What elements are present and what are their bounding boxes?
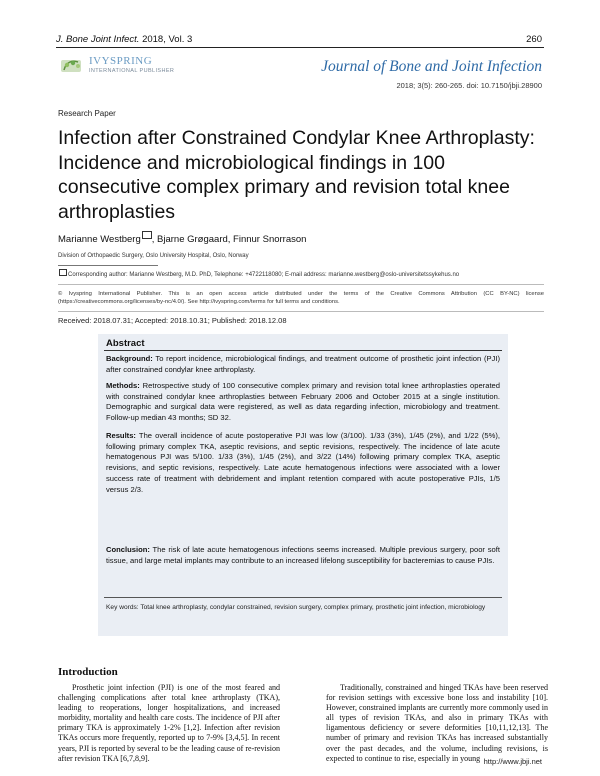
- article-title: Infection after Constrained Condylar Knee Arthroplasty: Incidence and microbiological findings in 100 consecutive complex primary and revision total knee arthroplasties: [58, 127, 535, 223]
- conclusion-label: Conclusion:: [106, 545, 150, 554]
- first-author: Marianne Westberg: [58, 234, 141, 245]
- intro-left-column: Prosthetic joint infection (PJI) is one of the most feared and challenging complications after total knee arthroplasty (TKA), leading to reoperations, longer hospitalizations, and increased morbidity, mortality and health care costs. The incidence of PJI after primary TKA is approximately 1-2% [1,2]. Infection after revision TKAs occurs more frequently, reported up to 7-9% [3,4,5]. In recent years, PJI is reported by several to be the leading cause of re-revision after revision TKA [6,7,8,9].: [58, 683, 280, 763]
- background-label: Background:: [106, 354, 153, 363]
- footer-url[interactable]: http://www.jbji.net: [483, 757, 542, 766]
- page-number: 260: [526, 34, 542, 45]
- journal-title: Journal of Bone and Joint Infection: [321, 58, 542, 75]
- ivy-leaf-icon: [60, 56, 86, 76]
- envelope-icon: [59, 269, 67, 276]
- methods-text: Retrospective study of 100 consecutive complex primary and revision total knee arthroplasties operated with constrained condylar knee arthroplasties between February 2006 and October 2015 at a single institution. Demographic and surgical data were registered, as well as data regarding infection, microbiology and treatment. Follow-up median 43 months; SD 32.: [106, 381, 500, 423]
- license-rule: [58, 311, 544, 312]
- abstract-heading: Abstract: [106, 338, 145, 349]
- keywords-rule: [104, 597, 502, 598]
- results-label: Results:: [106, 431, 136, 440]
- year-volume: 2018, Vol. 3: [139, 34, 193, 45]
- intro-right-column: Traditionally, constrained and hinged TKAs have been reserved for revision settings with excessive bone loss and instability [10]. However, constrained implants are currently more commonly used in all types of revision TKAs, and also in primary TKAs with ligamentous deficiency or severe deformities [10,11,12,13]. The number of primary and revision TKAs has increased substantially over the past decades, and the volume, including revisions, is expected to continue to rise, especially in young: [326, 683, 548, 763]
- abstract-background: [106, 354, 500, 375]
- abstract-conclusion: [106, 545, 500, 566]
- background-text: To report incidence, microbiological findings, and treatment outcome of prosthetic joint infection (PJI) after constrained condylar knee arthroplasty.: [106, 354, 500, 374]
- citation: 2018; 3(5): 260-265. doi: 10.7150/jbji.28900: [396, 81, 542, 90]
- keywords: Key words: Total knee arthroplasty, condylar constrained, revision surgery, complex primary, prosthetic joint infection, microbiology: [106, 604, 486, 611]
- methods-label: Methods:: [106, 381, 140, 390]
- affiliation-rule: [58, 265, 158, 266]
- corresponding-author: [58, 269, 459, 278]
- logo-subtitle: INTERNATIONAL PUBLISHER: [89, 68, 175, 74]
- introduction-heading: Introduction: [58, 666, 118, 678]
- abstract-results: [106, 431, 500, 495]
- article-dates: Received: 2018.07.31; Accepted: 2018.10.31; Published: 2018.12.08: [58, 316, 287, 325]
- results-text: The overall incidence of acute postoperative PJI was low (3/100). 1/33 (3%), 1/45 (2%), and 1/22 (5%), following primary complex TKA, aseptic revisions, and septic revisions, respectively. The incidence of late acute hematogenous PJI was 5/100. 1/33 (3%), 1/45 (2%), and 3/22 (14%) following primary complex TKA, aseptic revisions, and septic revisions, respectively. Late acute hematogenous infections were associated with a lower success rate of treatment with debridement and implant retention compared with acute postoperative PJIs, 1/5 versus 2/3.: [106, 431, 500, 494]
- publisher-logo[interactable]: [60, 54, 180, 80]
- authors: [58, 234, 306, 245]
- article-type: Research Paper: [58, 109, 116, 118]
- abstract-methods: [106, 381, 500, 424]
- affiliation: Division of Orthopaedic Surgery, Oslo University Hospital, Oslo, Norway: [58, 253, 249, 259]
- conclusion-text: The risk of late acute hematogenous infections seems increased. Multiple previous surgery, poor soft tissue, and large metal implants may contribute to an increased lifelong susceptibility for bacteremias to cause PJIs.: [106, 545, 500, 565]
- logo-name: IVYSPRING: [89, 55, 153, 67]
- running-header: [56, 34, 192, 45]
- header-rule: [56, 47, 544, 48]
- envelope-icon[interactable]: [142, 231, 152, 239]
- abstract-rule: [104, 350, 502, 351]
- other-authors: , Bjarne Grøgaard, Finnur Snorrason: [151, 234, 307, 245]
- journal-short-name: J. Bone Joint Infect.: [56, 34, 140, 45]
- corresponding-text: Corresponding author: Marianne Westberg, M.D. PhD, Telephone: +4722118080; E-mail address: marianne.westberg@oslo-universitetssykehus.no: [68, 272, 460, 278]
- license-text: © Ivyspring International Publisher. This is an open access article distributed under the terms of the Creative Commons Attribution (CC BY-NC) license (https://creativecommons.org/licenses/by-nc/4.0/). See http://ivyspring.com/terms for full terms and conditions.: [58, 291, 544, 305]
- corr-rule: [58, 284, 544, 285]
